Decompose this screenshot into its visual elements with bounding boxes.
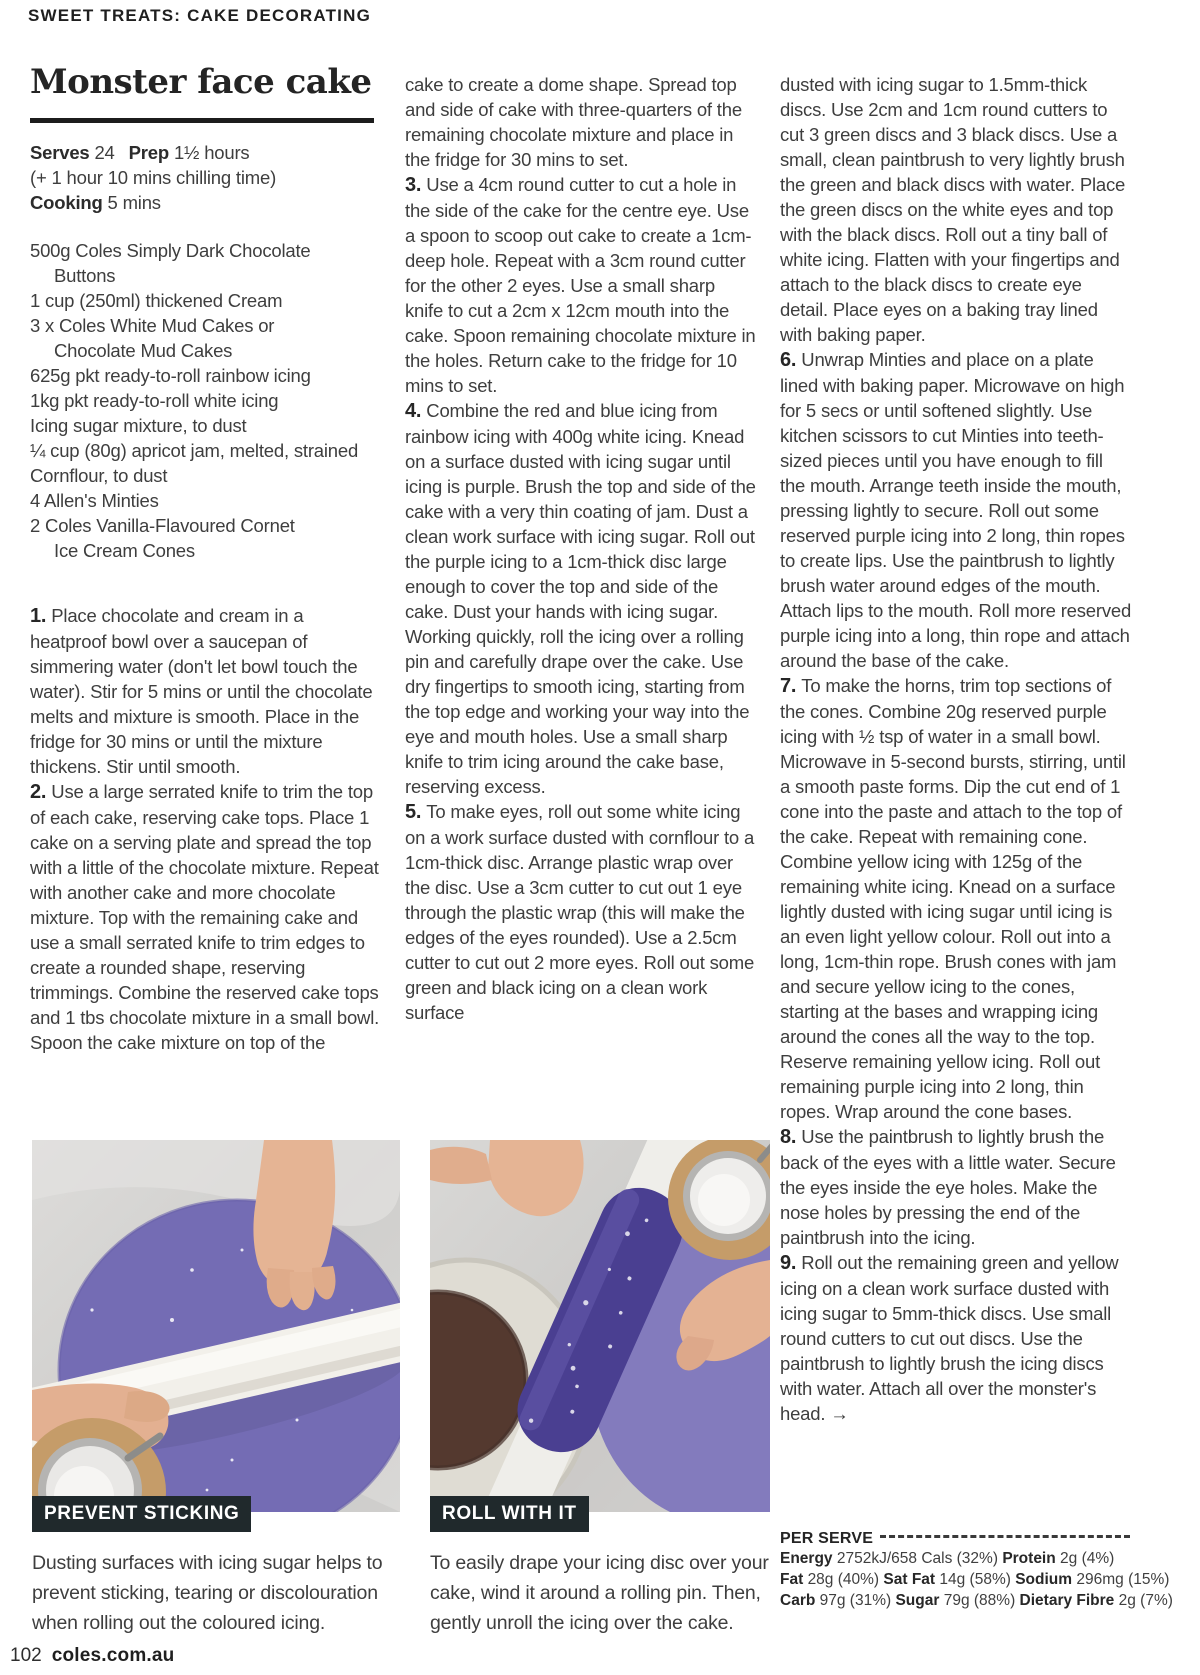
tip-badge-roll-with-it: ROLL WITH IT [430, 1496, 589, 1532]
step-number: 7. [780, 675, 797, 697]
title-rule [30, 118, 374, 123]
recipe-meta-chill: (+ 1 hour 10 mins chilling time) [30, 167, 277, 188]
page-footer [10, 1645, 175, 1667]
per-serve-panel [780, 1530, 1173, 1611]
photo-rolling-purple-icing [32, 1140, 400, 1512]
nutrient-name: Protein [1002, 1550, 1056, 1567]
step-text: Roll out the remaining green and yellow icing on a clean work surface dusted with icing sugar to 5mm-thick discs. Use small round cutters to cut out discs. Use the paintbrush to lightly brush the icing discs with water. Attach all over the monster's head. → [780, 1252, 1119, 1424]
serves-label: Serves [30, 142, 90, 163]
step-text: Place chocolate and cream in a heatproof bowl over a saucepan of simmering water (don't let bowl touch the water). Stir for 5 mins or until the chocolate melts and mixture is smooth. Place in the fridge for 30 mins or until the mixture thickens. Stir until smooth. [30, 605, 373, 777]
nutrient-value: 79g (88%) [943, 1592, 1016, 1609]
ingredient-line: Cornflour, to dust [30, 465, 168, 486]
nutrient-name: Fat [780, 1571, 804, 1588]
step-text: dusted with icing sugar to 1.5mm-thick discs. Use 2cm and 1cm round cutters to cut 3 green discs and 3 black discs. Use a small, clean paintbrush to very lightly brush the green and black discs with water. Place the green discs on the white eyes and top with the black discs. Roll out a tiny ball of white icing. Flatten with your fingertips and attach to the black discs to create eye detail. Place eyes on a baking tray lined with baking paper. [780, 74, 1126, 345]
step-number: 2. [30, 781, 47, 803]
nutrient-name: Sugar [895, 1592, 940, 1609]
tip-text-roll-with-it: To easily drape your icing disc over your cake, wind it around a rolling pin. Then, gently unroll the icing over the cake. [430, 1552, 769, 1634]
ingredient-line: Chocolate Mud Cakes [54, 340, 233, 361]
step-text: Use a 4cm round cutter to cut a hole in the side of the cake for the centre eye. Use a spoon to scoop out cake to create a 1cm-deep hole. Repeat with a 3cm round cutter for the other 2 eyes. Use a small sharp knife to cut a 2cm x 12cm mouth into the cake. Spoon remaining chocolate mixture in the holes. Return cake to the fridge for 10 mins to set. [405, 174, 756, 396]
step-number: 4. [405, 400, 422, 422]
ingredient-line: 4 Allen's Minties [30, 490, 159, 511]
step-5 [405, 799, 757, 1025]
nutrition-line [780, 1590, 1173, 1611]
step-1 [30, 603, 382, 779]
step-number: 8. [780, 1126, 797, 1148]
step-number: 9. [780, 1252, 797, 1274]
step-text: cake to create a dome shape. Spread top and side of cake with three-quarters of the remaining chocolate mixture and place in the fridge for 30 mins to set. [405, 74, 742, 170]
step-2 [30, 779, 382, 1055]
nutrient-value: 296mg (15%) [1076, 1571, 1170, 1588]
step-5-continued [780, 72, 1132, 347]
step-number: 5. [405, 801, 422, 823]
ingredient-line: 1kg pkt ready-to-roll white icing [30, 390, 279, 411]
column-right [780, 72, 1132, 1426]
nutrient-value: 28g (40%) [807, 1571, 880, 1588]
step-text: Use the paintbrush to lightly brush the back of the eyes with a little water. Secure the eyes inside the eye holes. Make the nose holes by pressing the end of the paintbrush into the icing. [780, 1126, 1116, 1248]
nutrient-value: 14g (58%) [939, 1571, 1011, 1588]
ingredient-line: 2 Coles Vanilla-Flavoured Cornet [30, 515, 295, 536]
step-7 [780, 673, 1132, 1124]
ingredients-list [30, 238, 382, 563]
step-number: 6. [780, 349, 797, 371]
tip-text-prevent-sticking: Dusting surfaces with icing sugar helps to prevent sticking, tearing or discolouration when rolling out the coloured icing. [32, 1552, 383, 1634]
cooking-label: Cooking [30, 192, 103, 213]
step-text: To make the horns, trim top sections of the cones. Combine 20g reserved purple icing with ½ tsp of water in a small bowl. Microwave in 5-second bursts, stirring, until a smooth paste forms. Dip the cut end of 1 cone into the paste and attach to the top of the cake. Repeat with remaining cone. Combine yellow icing with 125g of the remaining white icing. Knead on a surface lightly dusted with icing sugar until icing is an even light yellow colour. Roll out into a long, 1cm-thin rope. Brush cones with jam and secure yellow icing to the cones, starting at the bases and wrapping icing around the cones all the way to the top. Reserve remaining yellow icing. Roll out remaining purple icing into 2 long, thin ropes. Wrap around the cone bases. [780, 675, 1126, 1122]
nutrient-value: 2g (7%) [1118, 1592, 1173, 1609]
step-3 [405, 172, 757, 398]
step-4 [405, 398, 757, 799]
recipe-title: Monster face cake [30, 62, 372, 102]
recipe-meta-line1 [30, 140, 382, 165]
ingredient-line: 625g pkt ready-to-roll rainbow icing [30, 365, 311, 386]
step-text: To make eyes, roll out some white icing on a work surface dusted with cornflour to a 1cm-thick disc. Arrange plastic wrap over the disc. Use a 3cm cutter to cut out 1 eye through the plastic wrap (this will make the edges of the eyes rounded). Use a 2.5cm cutter to cut out 2 more eyes. Roll out some green and black icing on a clean work surface [405, 801, 755, 1023]
per-serve-dashed-rule [880, 1535, 1130, 1538]
step-number: 1. [30, 605, 47, 627]
ingredient-line: Buttons [54, 265, 116, 286]
nutrient-name: Dietary Fibre [1019, 1592, 1115, 1609]
page-number: 102 [10, 1645, 42, 1666]
nutrient-name: Sodium [1015, 1571, 1073, 1588]
recipe-meta-cook [30, 190, 382, 215]
ingredient-line: ¼ cup (80g) apricot jam, melted, strained [30, 440, 359, 461]
step-text: Use a large serrated knife to trim the top of each cake, reserving cake tops. Place 1 cake on a serving plate and spread the top with a little of the chocolate mixture. Repeat with another cake and more chocolate mixture. Top with the remaining cake and use a small serrated knife to trim edges to create a rounded shape, reserving trimmings. Combine the reserved cake tops and 1 tbs chocolate mixture in a small bowl. Spoon the cake mixture on top of the [30, 781, 380, 1053]
column-middle [405, 72, 757, 1025]
nutrient-name: Energy [780, 1550, 833, 1567]
prep-label: Prep [128, 142, 169, 163]
nutrient-value: 97g (31%) [819, 1592, 892, 1609]
ingredient-line: Icing sugar mixture, to dust [30, 415, 247, 436]
nutrition-line [780, 1569, 1170, 1590]
step-2-continued [405, 72, 757, 172]
nutrient-value: 2752kJ/658 Cals (32%) [836, 1550, 998, 1567]
footer-website: coles.com.au [51, 1645, 175, 1666]
nutrition-line [780, 1548, 1130, 1569]
tip-badge-prevent-sticking: PREVENT STICKING [32, 1496, 251, 1532]
step-text: Unwrap Minties and place on a plate lined with baking paper. Microwave on high for 5 secs or until softened slightly. Use kitchen scissors to cut Minties into teeth-sized pieces until you have enough to fill the mouth. Arrange teeth inside the mouth, pressing lightly to secure. Roll out some reserved purple icing into 2 long, thin ropes to create lips. Use the paintbrush to lightly brush water around edges of the mouth. Attach lips to the mouth. Roll more reserved purple icing into a long, thin rope and attach around the base of the cake. [780, 349, 1132, 671]
serves-value: 24 [94, 142, 115, 163]
nutrient-name: Sat Fat [883, 1571, 936, 1588]
step-9 [780, 1250, 1132, 1426]
per-serve-label: PER SERVE [780, 1530, 874, 1547]
step-6 [780, 347, 1132, 673]
ingredient-line: 1 cup (250ml) thickened Cream [30, 290, 283, 311]
step-number: 3. [405, 174, 422, 196]
column-left [30, 140, 382, 1055]
step-text: Combine the red and blue icing from rainbow icing with 400g white icing. Knead on a surface dusted with icing sugar until icing is purple. Brush the top and side of the cake with a very thin coating of jam. Dust a clean work surface with icing sugar. Roll out the purple icing to a 1cm-thick disc large enough to cover the top and side of the cake. Dust your hands with icing sugar. Working quickly, roll the icing over a rolling pin and carefully drape over the cake. Use dry fingertips to smooth icing, starting from the top edge and working your way into the eye and mouth holes. Use a small sharp knife to trim icing around the cake base, reserving excess. [405, 400, 756, 797]
nutrient-name: Carb [780, 1592, 816, 1609]
ingredient-line: Ice Cream Cones [54, 540, 195, 561]
section-kicker: SWEET TREATS: CAKE DECORATING [28, 6, 371, 25]
ingredient-line: 3 x Coles White Mud Cakes or [30, 315, 275, 336]
photo-icing-on-rolling-pin [430, 1140, 770, 1512]
prep-value: 1½ hours [173, 142, 250, 163]
cooking-value: 5 mins [107, 192, 161, 213]
nutrient-value: 2g (4%) [1060, 1550, 1115, 1567]
step-8 [780, 1124, 1132, 1250]
ingredient-line: 500g Coles Simply Dark Chocolate [30, 240, 311, 261]
